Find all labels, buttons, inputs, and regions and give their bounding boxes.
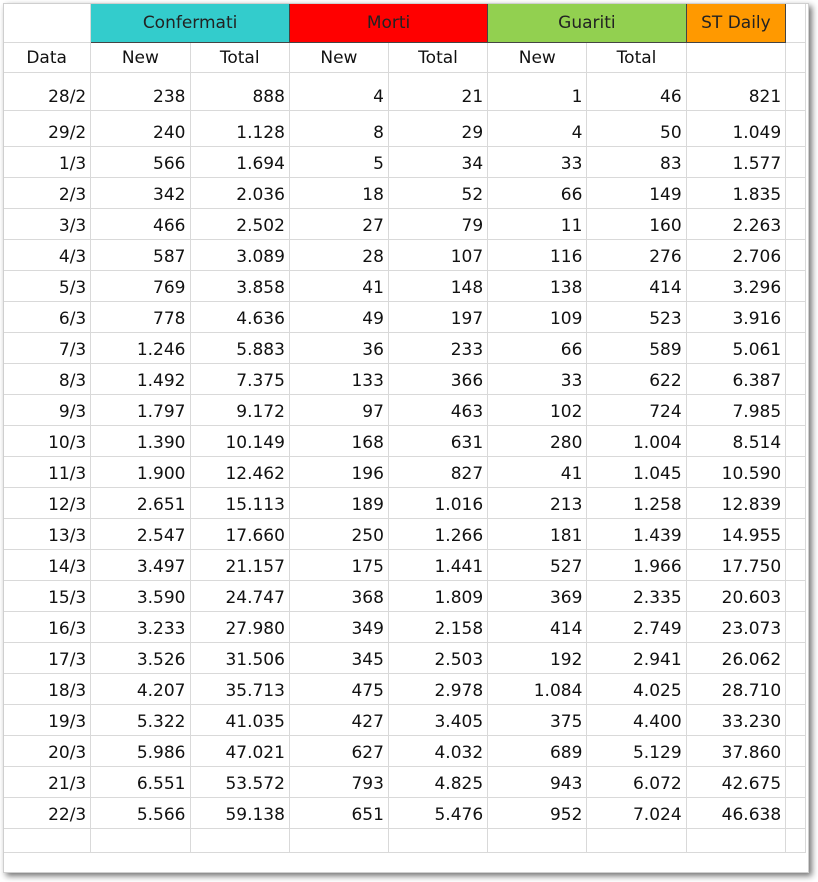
cell-confermati-new[interactable]: 240: [91, 111, 190, 147]
cell-guariti-new[interactable]: 33: [488, 147, 587, 178]
table-row: [3, 488, 806, 519]
cell-morti-new[interactable]: 475: [289, 674, 388, 705]
empty-cell[interactable]: [786, 426, 806, 457]
cell-guariti-new[interactable]: 41: [488, 457, 587, 488]
cell-morti-total[interactable]: 827: [388, 457, 487, 488]
header-morti-new[interactable]: New: [289, 43, 388, 73]
cell-st-daily[interactable]: 1.049: [686, 111, 786, 147]
table-row: [3, 73, 806, 111]
table-row: [3, 240, 806, 271]
cell-confermati-new[interactable]: 466: [91, 209, 190, 240]
cell-guariti-total[interactable]: 1.004: [587, 426, 686, 457]
empty-cell[interactable]: [786, 643, 806, 674]
cell-confermati-total[interactable]: 27.980: [190, 612, 289, 643]
cell-confermati-total[interactable]: 2.036: [190, 178, 289, 209]
cell-date[interactable]: 13/3: [3, 519, 91, 550]
cell-morti-total[interactable]: 3.405: [388, 705, 487, 736]
cell-guariti-new[interactable]: 952: [488, 798, 587, 829]
cell-st-daily[interactable]: 5.061: [686, 333, 786, 364]
cell-confermati-total[interactable]: 1.128: [190, 111, 289, 147]
cell-date[interactable]: 5/3: [3, 271, 91, 302]
spreadsheet-frame: [3, 3, 809, 873]
cell-st-daily[interactable]: 37.860: [686, 736, 786, 767]
cell-st-daily[interactable]: 28.710: [686, 674, 786, 705]
empty-cell[interactable]: [91, 829, 190, 853]
cell-confermati-total[interactable]: 3.858: [190, 271, 289, 302]
cell-confermati-total[interactable]: 888: [190, 73, 289, 111]
cell-guariti-new[interactable]: 213: [488, 488, 587, 519]
cell-confermati-total[interactable]: 17.660: [190, 519, 289, 550]
table-row: [3, 550, 806, 581]
cell-confermati-new[interactable]: 238: [91, 73, 190, 111]
cell-morti-new[interactable]: 133: [289, 364, 388, 395]
cell-date[interactable]: 15/3: [3, 581, 91, 612]
cell-guariti-total[interactable]: 149: [587, 178, 686, 209]
cell-guariti-new[interactable]: 11: [488, 209, 587, 240]
cell-guariti-total[interactable]: 2.749: [587, 612, 686, 643]
empty-cell[interactable]: [786, 550, 806, 581]
cell-st-daily[interactable]: 3.916: [686, 302, 786, 333]
cell-guariti-total[interactable]: 276: [587, 240, 686, 271]
cell-morti-total[interactable]: 1.266: [388, 519, 487, 550]
cell-morti-total[interactable]: 463: [388, 395, 487, 426]
cell-st-daily[interactable]: 23.073: [686, 612, 786, 643]
cell-morti-new[interactable]: 349: [289, 612, 388, 643]
cell-guariti-new[interactable]: 280: [488, 426, 587, 457]
cell-confermati-total[interactable]: 4.636: [190, 302, 289, 333]
cell-guariti-total[interactable]: 2.335: [587, 581, 686, 612]
cell-date[interactable]: 10/3: [3, 426, 91, 457]
cell-guariti-new[interactable]: 33: [488, 364, 587, 395]
cell-guariti-total[interactable]: 50: [587, 111, 686, 147]
cell-st-daily[interactable]: 2.706: [686, 240, 786, 271]
empty-cell[interactable]: [587, 829, 686, 853]
cell-guariti-new[interactable]: 414: [488, 612, 587, 643]
empty-cell[interactable]: [786, 3, 806, 43]
cell-morti-new[interactable]: 651: [289, 798, 388, 829]
group-header-row: [3, 3, 806, 43]
header-confermati-new[interactable]: New: [91, 43, 190, 73]
cell-confermati-total[interactable]: 9.172: [190, 395, 289, 426]
header-guariti-total[interactable]: Total: [587, 43, 686, 73]
cell-confermati-new[interactable]: 5.322: [91, 705, 190, 736]
empty-cell[interactable]: [488, 829, 587, 853]
empty-cell[interactable]: [786, 674, 806, 705]
cell-date[interactable]: 7/3: [3, 333, 91, 364]
empty-cell[interactable]: [786, 333, 806, 364]
cell-morti-total[interactable]: 1.016: [388, 488, 487, 519]
cell-guariti-total[interactable]: 1.966: [587, 550, 686, 581]
cell-st-daily[interactable]: 6.387: [686, 364, 786, 395]
cell-confermati-new[interactable]: 5.986: [91, 736, 190, 767]
cell-confermati-total[interactable]: 12.462: [190, 457, 289, 488]
cell-st-daily[interactable]: 8.514: [686, 426, 786, 457]
subheader-row: [3, 43, 806, 73]
cell-confermati-new[interactable]: 5.566: [91, 798, 190, 829]
empty-cell[interactable]: [786, 519, 806, 550]
cell-morti-total[interactable]: 4.032: [388, 736, 487, 767]
empty-cell[interactable]: [786, 147, 806, 178]
cell-guariti-new[interactable]: 66: [488, 178, 587, 209]
cell-guariti-total[interactable]: 6.072: [587, 767, 686, 798]
cell-morti-new[interactable]: 189: [289, 488, 388, 519]
cell-morti-total[interactable]: 34: [388, 147, 487, 178]
cell-morti-new[interactable]: 168: [289, 426, 388, 457]
cell-morti-new[interactable]: 41: [289, 271, 388, 302]
cell-st-daily[interactable]: 33.230: [686, 705, 786, 736]
cell-confermati-total[interactable]: 10.149: [190, 426, 289, 457]
empty-cell[interactable]: [786, 178, 806, 209]
cell-confermati-total[interactable]: 5.883: [190, 333, 289, 364]
cell-morti-total[interactable]: 2.158: [388, 612, 487, 643]
cell-confermati-new[interactable]: 342: [91, 178, 190, 209]
cell-date[interactable]: 3/3: [3, 209, 91, 240]
cell-date[interactable]: 19/3: [3, 705, 91, 736]
header-morti[interactable]: Morti: [289, 3, 487, 43]
empty-cell[interactable]: [786, 240, 806, 271]
cell-morti-total[interactable]: 5.476: [388, 798, 487, 829]
header-st-daily-sub[interactable]: [686, 43, 786, 73]
empty-cell[interactable]: [289, 829, 388, 853]
cell-morti-new[interactable]: 627: [289, 736, 388, 767]
cell-st-daily[interactable]: 2.263: [686, 209, 786, 240]
cell-morti-total[interactable]: 107: [388, 240, 487, 271]
cell-date[interactable]: 1/3: [3, 147, 91, 178]
cell-morti-total[interactable]: 148: [388, 271, 487, 302]
cell-st-daily[interactable]: 42.675: [686, 767, 786, 798]
cell-date[interactable]: 18/3: [3, 674, 91, 705]
empty-cell[interactable]: [388, 829, 487, 853]
cell-morti-total[interactable]: 52: [388, 178, 487, 209]
cell-st-daily[interactable]: 3.296: [686, 271, 786, 302]
cell-guariti-new[interactable]: 1.084: [488, 674, 587, 705]
cell-morti-total[interactable]: 1.441: [388, 550, 487, 581]
cell-morti-total[interactable]: 197: [388, 302, 487, 333]
cell-guariti-total[interactable]: 160: [587, 209, 686, 240]
cell-guariti-total[interactable]: 523: [587, 302, 686, 333]
empty-cell[interactable]: [786, 829, 806, 853]
empty-cell[interactable]: [786, 43, 806, 73]
empty-cell[interactable]: [786, 111, 806, 147]
empty-cell[interactable]: [786, 73, 806, 111]
cell-confermati-total[interactable]: 41.035: [190, 705, 289, 736]
table-row: [3, 519, 806, 550]
cell-date[interactable]: 4/3: [3, 240, 91, 271]
table-row: [3, 457, 806, 488]
cell-confermati-new[interactable]: 6.551: [91, 767, 190, 798]
cell-guariti-total[interactable]: 4.400: [587, 705, 686, 736]
cell-morti-new[interactable]: 175: [289, 550, 388, 581]
cell-guariti-new[interactable]: 192: [488, 643, 587, 674]
cell-date[interactable]: 9/3: [3, 395, 91, 426]
empty-cell[interactable]: [786, 798, 806, 829]
cell-guariti-new[interactable]: 138: [488, 271, 587, 302]
cell-guariti-total[interactable]: 1.045: [587, 457, 686, 488]
cell-confermati-total[interactable]: 24.747: [190, 581, 289, 612]
cell-confermati-new[interactable]: 3.526: [91, 643, 190, 674]
cell-st-daily[interactable]: 46.638: [686, 798, 786, 829]
cell-morti-total[interactable]: 29: [388, 111, 487, 147]
cell-guariti-new[interactable]: 116: [488, 240, 587, 271]
table-row: [3, 302, 806, 333]
cell-guariti-new[interactable]: 527: [488, 550, 587, 581]
empty-cell[interactable]: [786, 767, 806, 798]
cell-confermati-new[interactable]: 4.207: [91, 674, 190, 705]
cell-guariti-new[interactable]: 943: [488, 767, 587, 798]
empty-cell[interactable]: [786, 457, 806, 488]
cell-st-daily[interactable]: 10.590: [686, 457, 786, 488]
cell-morti-new[interactable]: 5: [289, 147, 388, 178]
cell-confermati-total[interactable]: 15.113: [190, 488, 289, 519]
cell-date[interactable]: 21/3: [3, 767, 91, 798]
cell-date[interactable]: 11/3: [3, 457, 91, 488]
cell-morti-new[interactable]: 27: [289, 209, 388, 240]
cell-guariti-total[interactable]: 589: [587, 333, 686, 364]
cell-guariti-new[interactable]: 689: [488, 736, 587, 767]
cell-guariti-new[interactable]: 369: [488, 581, 587, 612]
header-morti-total[interactable]: Total: [388, 43, 487, 73]
cell-guariti-total[interactable]: 46: [587, 73, 686, 111]
cell-confermati-total[interactable]: 47.021: [190, 736, 289, 767]
cell-confermati-total[interactable]: 3.089: [190, 240, 289, 271]
cell-st-daily[interactable]: 12.839: [686, 488, 786, 519]
cell-date[interactable]: 22/3: [3, 798, 91, 829]
cell-guariti-new[interactable]: 181: [488, 519, 587, 550]
empty-cell[interactable]: [786, 209, 806, 240]
cell-guariti-new[interactable]: 102: [488, 395, 587, 426]
cell-morti-new[interactable]: 793: [289, 767, 388, 798]
cell-date[interactable]: 2/3: [3, 178, 91, 209]
cell-morti-new[interactable]: 97: [289, 395, 388, 426]
cell-morti-total[interactable]: 2.978: [388, 674, 487, 705]
cell-morti-new[interactable]: 250: [289, 519, 388, 550]
cell-st-daily[interactable]: 1.835: [686, 178, 786, 209]
empty-cell[interactable]: [3, 829, 91, 853]
cell-confermati-new[interactable]: 1.900: [91, 457, 190, 488]
cell-morti-new[interactable]: 28: [289, 240, 388, 271]
cell-st-daily[interactable]: 26.062: [686, 643, 786, 674]
covid-data-table: [3, 3, 806, 853]
cell-confermati-total[interactable]: 31.506: [190, 643, 289, 674]
cell-date[interactable]: 29/2: [3, 111, 91, 147]
cell-guariti-total[interactable]: 1.258: [587, 488, 686, 519]
cell-guariti-total[interactable]: 1.439: [587, 519, 686, 550]
cell-morti-total[interactable]: 233: [388, 333, 487, 364]
cell-morti-total[interactable]: 2.503: [388, 643, 487, 674]
cell-confermati-total[interactable]: 2.502: [190, 209, 289, 240]
empty-cell[interactable]: [686, 829, 786, 853]
cell-confermati-new[interactable]: 587: [91, 240, 190, 271]
empty-cell[interactable]: [190, 829, 289, 853]
cell-morti-total[interactable]: 631: [388, 426, 487, 457]
table-row: [3, 798, 806, 829]
cell-guariti-new[interactable]: 1: [488, 73, 587, 111]
cell-confermati-total[interactable]: 21.157: [190, 550, 289, 581]
table-row: [3, 581, 806, 612]
cell-st-daily[interactable]: 20.603: [686, 581, 786, 612]
cell-guariti-total[interactable]: 724: [587, 395, 686, 426]
cell-guariti-total[interactable]: 622: [587, 364, 686, 395]
cell-date[interactable]: 20/3: [3, 736, 91, 767]
empty-row: [3, 829, 806, 853]
cell-confermati-total[interactable]: 53.572: [190, 767, 289, 798]
table-row: [3, 364, 806, 395]
cell-morti-total[interactable]: 1.809: [388, 581, 487, 612]
table-row: [3, 767, 806, 798]
cell-morti-new[interactable]: 345: [289, 643, 388, 674]
cell-confermati-new[interactable]: 3.497: [91, 550, 190, 581]
header-guariti-new[interactable]: New: [488, 43, 587, 73]
header-confermati-total[interactable]: Total: [190, 43, 289, 73]
cell-morti-new[interactable]: 18: [289, 178, 388, 209]
table-row: [3, 612, 806, 643]
cell-date[interactable]: 6/3: [3, 302, 91, 333]
cell-st-daily[interactable]: 7.985: [686, 395, 786, 426]
cell-guariti-total[interactable]: 2.941: [587, 643, 686, 674]
cell-confermati-new[interactable]: 778: [91, 302, 190, 333]
table-row: [3, 643, 806, 674]
table-row: [3, 674, 806, 705]
cell-confermati-new[interactable]: 3.590: [91, 581, 190, 612]
cell-st-daily[interactable]: 14.955: [686, 519, 786, 550]
cell-date[interactable]: 28/2: [3, 73, 91, 111]
cell-guariti-total[interactable]: 414: [587, 271, 686, 302]
cell-confermati-new[interactable]: 1.390: [91, 426, 190, 457]
cell-morti-total[interactable]: 366: [388, 364, 487, 395]
cell-guariti-total[interactable]: 5.129: [587, 736, 686, 767]
cell-morti-new[interactable]: 4: [289, 73, 388, 111]
cell-guariti-new[interactable]: 66: [488, 333, 587, 364]
table-row: [3, 147, 806, 178]
cell-morti-new[interactable]: 368: [289, 581, 388, 612]
cell-confermati-new[interactable]: 1.492: [91, 364, 190, 395]
cell-confermati-new[interactable]: 566: [91, 147, 190, 178]
header-data[interactable]: Data: [3, 43, 91, 73]
cell-guariti-new[interactable]: 375: [488, 705, 587, 736]
cell-confermati-new[interactable]: 1.246: [91, 333, 190, 364]
cell-morti-total[interactable]: 79: [388, 209, 487, 240]
empty-cell[interactable]: [786, 488, 806, 519]
empty-cell[interactable]: [786, 736, 806, 767]
table-row: [3, 333, 806, 364]
cell-st-daily[interactable]: 821: [686, 73, 786, 111]
cell-date[interactable]: 16/3: [3, 612, 91, 643]
table-row: [3, 705, 806, 736]
cell-confermati-new[interactable]: 769: [91, 271, 190, 302]
cell-guariti-total[interactable]: 4.025: [587, 674, 686, 705]
cell-date[interactable]: 17/3: [3, 643, 91, 674]
cell-confermati-new[interactable]: 2.651: [91, 488, 190, 519]
header-guariti[interactable]: Guariti: [488, 3, 687, 43]
cell-confermati-new[interactable]: 1.797: [91, 395, 190, 426]
table-row: [3, 209, 806, 240]
cell-date[interactable]: 8/3: [3, 364, 91, 395]
cell-guariti-total[interactable]: 7.024: [587, 798, 686, 829]
cell-guariti-new[interactable]: 4: [488, 111, 587, 147]
table-row: [3, 395, 806, 426]
header-confermati[interactable]: Confermati: [91, 3, 290, 43]
table-row: [3, 111, 806, 147]
cell-morti-new[interactable]: 8: [289, 111, 388, 147]
cell-confermati-total[interactable]: 35.713: [190, 674, 289, 705]
table-row: [3, 426, 806, 457]
table-row: [3, 736, 806, 767]
table-row: [3, 271, 806, 302]
corner-cell[interactable]: [3, 3, 91, 43]
empty-cell[interactable]: [786, 395, 806, 426]
cell-guariti-new[interactable]: 109: [488, 302, 587, 333]
cell-st-daily[interactable]: 1.577: [686, 147, 786, 178]
cell-confermati-total[interactable]: 7.375: [190, 364, 289, 395]
empty-cell[interactable]: [786, 612, 806, 643]
cell-st-daily[interactable]: 17.750: [686, 550, 786, 581]
empty-cell[interactable]: [786, 705, 806, 736]
table-row: [3, 178, 806, 209]
cell-confermati-total[interactable]: 1.694: [190, 147, 289, 178]
empty-cell[interactable]: [786, 302, 806, 333]
cell-confermati-total[interactable]: 59.138: [190, 798, 289, 829]
cell-confermati-new[interactable]: 2.547: [91, 519, 190, 550]
cell-morti-new[interactable]: 36: [289, 333, 388, 364]
empty-cell[interactable]: [786, 364, 806, 395]
cell-guariti-total[interactable]: 83: [587, 147, 686, 178]
cell-morti-new[interactable]: 49: [289, 302, 388, 333]
cell-morti-new[interactable]: 427: [289, 705, 388, 736]
cell-date[interactable]: 12/3: [3, 488, 91, 519]
header-st-daily[interactable]: ST Daily: [686, 3, 786, 43]
cell-morti-total[interactable]: 21: [388, 73, 487, 111]
cell-morti-new[interactable]: 196: [289, 457, 388, 488]
cell-date[interactable]: 14/3: [3, 550, 91, 581]
cell-confermati-new[interactable]: 3.233: [91, 612, 190, 643]
cell-morti-total[interactable]: 4.825: [388, 767, 487, 798]
empty-cell[interactable]: [786, 581, 806, 612]
empty-cell[interactable]: [786, 271, 806, 302]
